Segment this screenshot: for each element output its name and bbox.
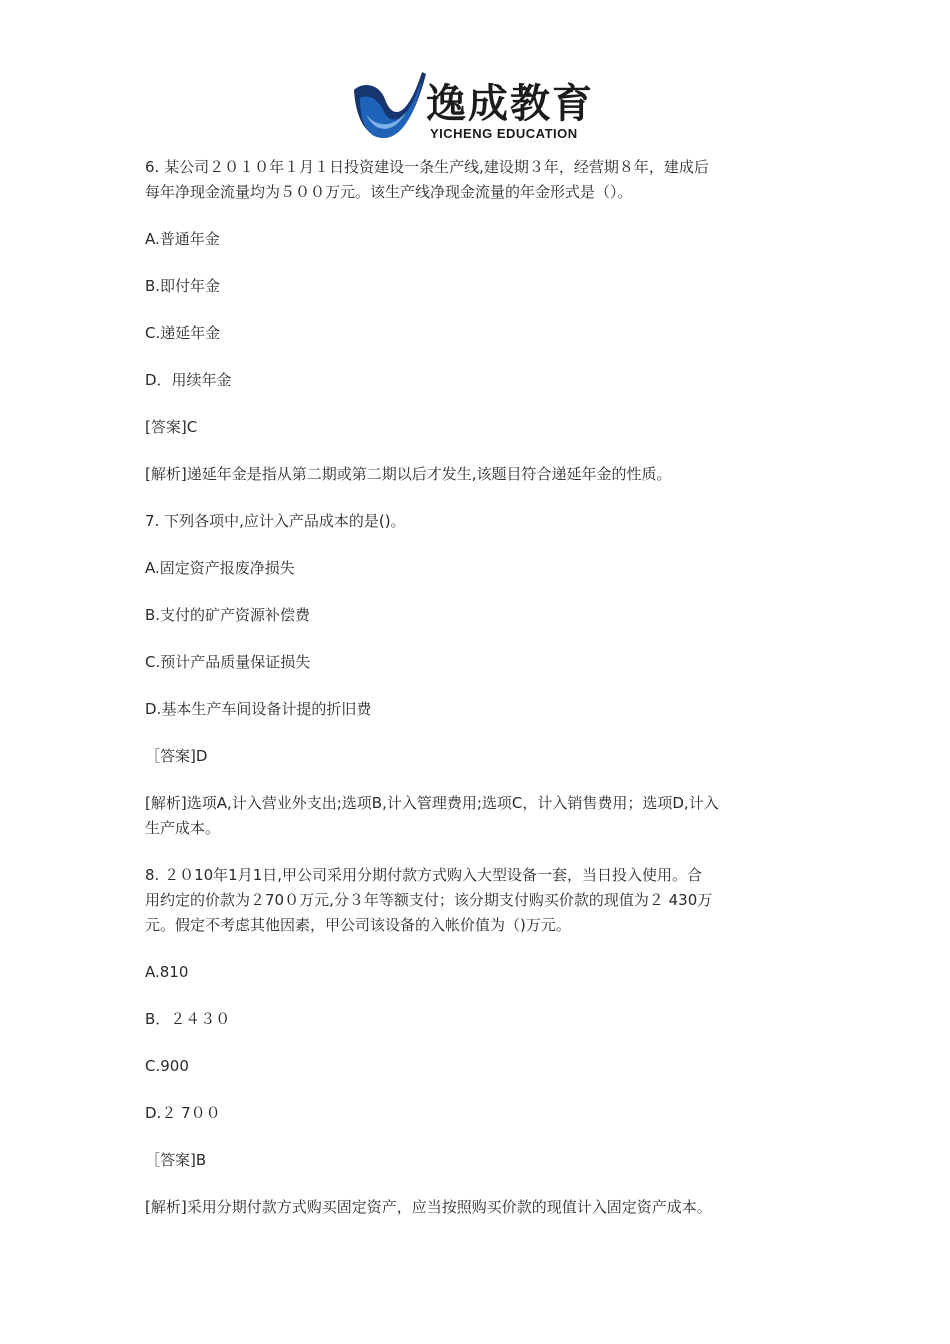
q7-analysis-line-1: [解析]选项A,计入营业外支出;选项B,计入管理费用;选项C，计入销售费用；选项D,计入: [145, 794, 719, 812]
q8-option-a: A.810: [145, 963, 189, 981]
q7-option-c: C.预计产品质量保证损失: [145, 653, 311, 671]
q7-option-d: D.基本生产车间设备计提的折旧费: [145, 700, 372, 718]
logo-swoosh-icon: [350, 68, 430, 148]
logo: [350, 68, 606, 148]
q7-stem: 7. 下列各项中,应计入产品成本的是()。: [145, 512, 406, 530]
q8-option-b: B．２４３０: [145, 1010, 231, 1028]
q8-option-c: C.900: [145, 1057, 189, 1075]
q8-analysis: [解析]采用分期付款方式购买固定资产，应当按照购买价款的现值计入固定资产成本。: [145, 1198, 712, 1216]
q6-answer: [答案]C: [145, 418, 198, 436]
q6-option-d: D．用续年金: [145, 371, 232, 389]
q6-analysis: [解析]递延年金是指从第二期或第二期以后才发生,该题目符合递延年金的性质。: [145, 465, 672, 483]
q7-option-a: A.固定资产报废净损失: [145, 559, 295, 577]
q8-answer: ［答案]B: [145, 1151, 207, 1169]
q6-stem-line-2: 每年净现金流量均为５００万元。该生产线净现金流量的年金形式是（）。: [145, 183, 633, 201]
logo-chinese-text: 逸成教育: [426, 80, 594, 127]
question-7: [145, 509, 810, 841]
q7-option-b: B.支付的矿产资源补偿费: [145, 606, 311, 624]
q6-option-c: C.递延年金: [145, 324, 221, 342]
q7-answer: ［答案]D: [145, 747, 208, 765]
q7-analysis-line-2: 生产成本。: [145, 819, 221, 837]
q8-option-d: D.２ 7００: [145, 1104, 221, 1122]
q6-stem-line-1: 6. 某公司２０１０年１月１日投资建设一条生产线,建设期３年，经营期８年，建成后: [145, 158, 709, 176]
q8-stem-line-3: 元。假定不考虑其他因素，甲公司该设备的入帐价值为（)万元。: [145, 916, 571, 934]
q6-option-a: A.普通年金: [145, 230, 220, 248]
q8-stem-line-1: 8. ２０10年1月1日,甲公司采用分期付款方式购入大型设备一套，当日投入使用。合: [145, 866, 703, 884]
document-body: [145, 155, 810, 1220]
q6-option-b: B.即付年金: [145, 277, 221, 295]
logo-english-text: YICHENG EDUCATION: [430, 126, 578, 141]
q8-stem-line-2: 用约定的价款为２70０万元,分３年等额支付；该分期支付购买价款的现值为２ 430万: [145, 891, 713, 909]
question-8: [145, 863, 810, 1220]
question-6: [145, 155, 810, 487]
